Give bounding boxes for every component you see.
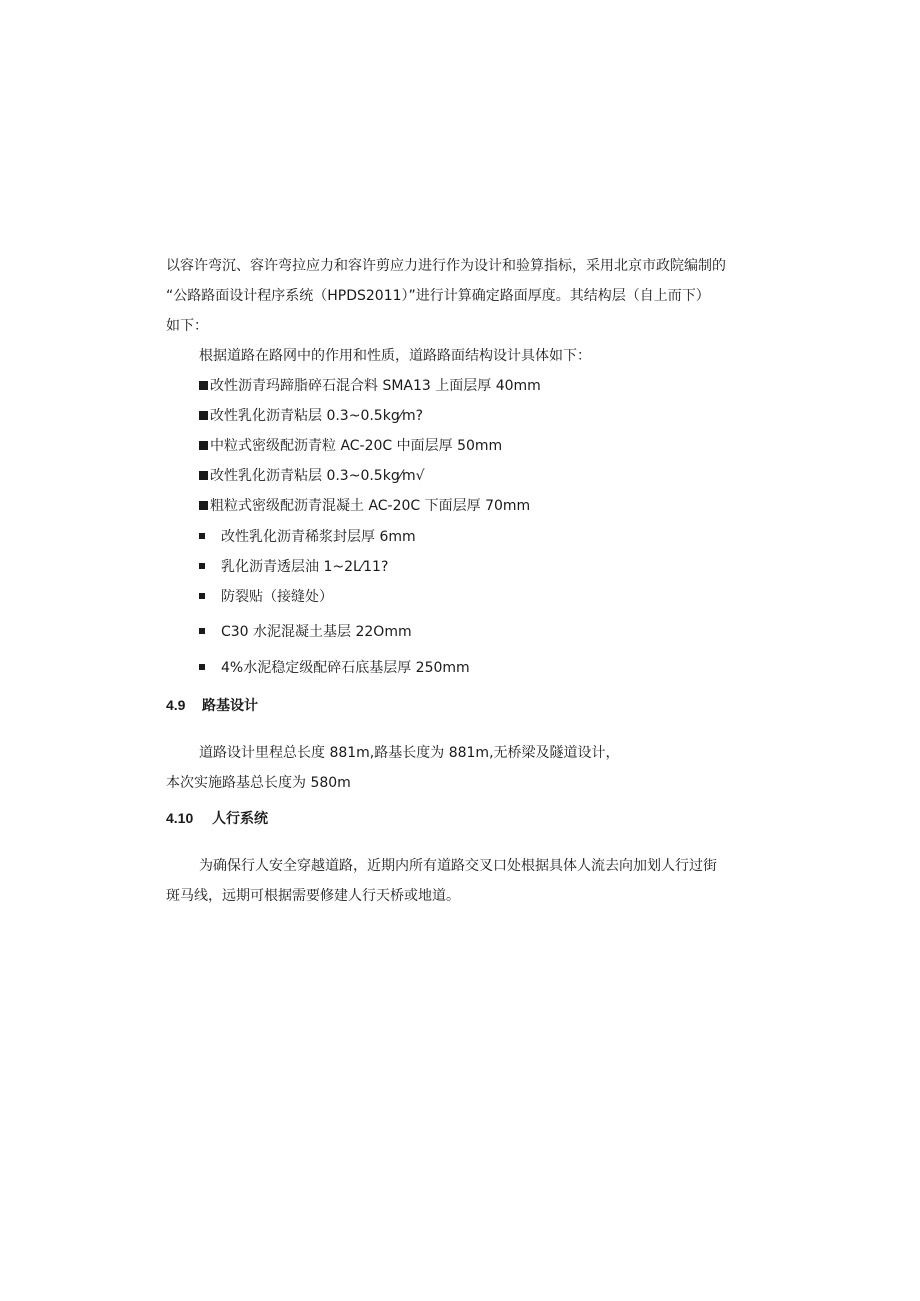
section-4-10-paragraph-line-1: 为确保行人安全穿越道路，近期内所有道路交叉口处根据具体人流去向加划人行过街 (199, 858, 717, 874)
list-item (199, 407, 423, 425)
list-item (199, 528, 416, 546)
list-item (199, 659, 470, 677)
list-item (199, 467, 425, 485)
pavement-lead-text: 根据道路在路网中的作用和性质，道路路面结构设计具体如下： (199, 348, 591, 364)
square-bullet-icon (199, 501, 208, 510)
section-heading-4-10 (166, 809, 268, 828)
layer-label: 中粒式密级配沥青粒 AC-20C 中面层厚 50mm (210, 438, 503, 454)
section-heading-4-9 (166, 696, 258, 715)
layer-label: 粗粒式密级配沥青混凝土 AC-20C 下面层厚 70mm (210, 498, 531, 514)
list-item (199, 437, 502, 455)
intro-line-2: “公路路面设计程序系统（HPDS2011）”进行计算确定路面厚度。其结构层（自上而下） (166, 288, 710, 304)
section-number: 4.10 (166, 810, 194, 826)
section-4-10-paragraph-line-2: 斑马线，远期可根据需要修建人行天桥或地道。 (166, 888, 460, 904)
square-bullet-icon (199, 563, 205, 569)
square-bullet-icon (199, 593, 205, 599)
layer-label: 改性乳化沥青粘层 0.3~0.5kg⁄m? (210, 408, 424, 424)
layer-label: 改性沥青玛蹄脂碎石混合料 SMA13 上面层厚 40mm (210, 378, 541, 394)
section-title: 人行系统 (212, 811, 268, 827)
square-bullet-icon (199, 471, 208, 480)
layer-label: 改性乳化沥青稀浆封层厚 6mm (221, 529, 416, 545)
list-item (199, 497, 530, 515)
section-4-9-paragraph-line-2: 本次实施路基总长度为 580m (166, 775, 351, 791)
section-title: 路基设计 (202, 698, 258, 714)
square-bullet-icon (199, 628, 205, 634)
list-item (199, 623, 412, 641)
intro-line-3: 如下： (166, 318, 208, 334)
square-bullet-icon (199, 664, 205, 670)
square-bullet-icon (199, 533, 205, 539)
layer-label: 乳化沥青透层油 1~2L⁄11? (221, 559, 389, 575)
list-item (199, 588, 333, 606)
layer-label: C30 水泥混凝土基层 22Omm (221, 624, 412, 640)
section-4-9-paragraph-line-1: 道路设计里程总长度 881m,路基长度为 881m,无桥梁及隧道设计， (199, 745, 620, 761)
list-item (199, 377, 541, 395)
list-item (199, 558, 388, 576)
square-bullet-icon (199, 441, 208, 450)
intro-line-1: 以容许弯沉、容许弯拉应力和容许剪应力进行作为设计和验算指标，采用北京市政院编制的 (166, 258, 726, 274)
layer-label: 防裂贴（接缝处） (221, 589, 333, 605)
layer-label: 改性乳化沥青粘层 0.3~0.5kg⁄m√ (210, 468, 425, 484)
square-bullet-icon (199, 381, 208, 390)
layer-label: 4%水泥稳定级配碎石底基层厚 250mm (221, 660, 470, 676)
square-bullet-icon (199, 411, 208, 420)
section-number: 4.9 (166, 697, 186, 713)
